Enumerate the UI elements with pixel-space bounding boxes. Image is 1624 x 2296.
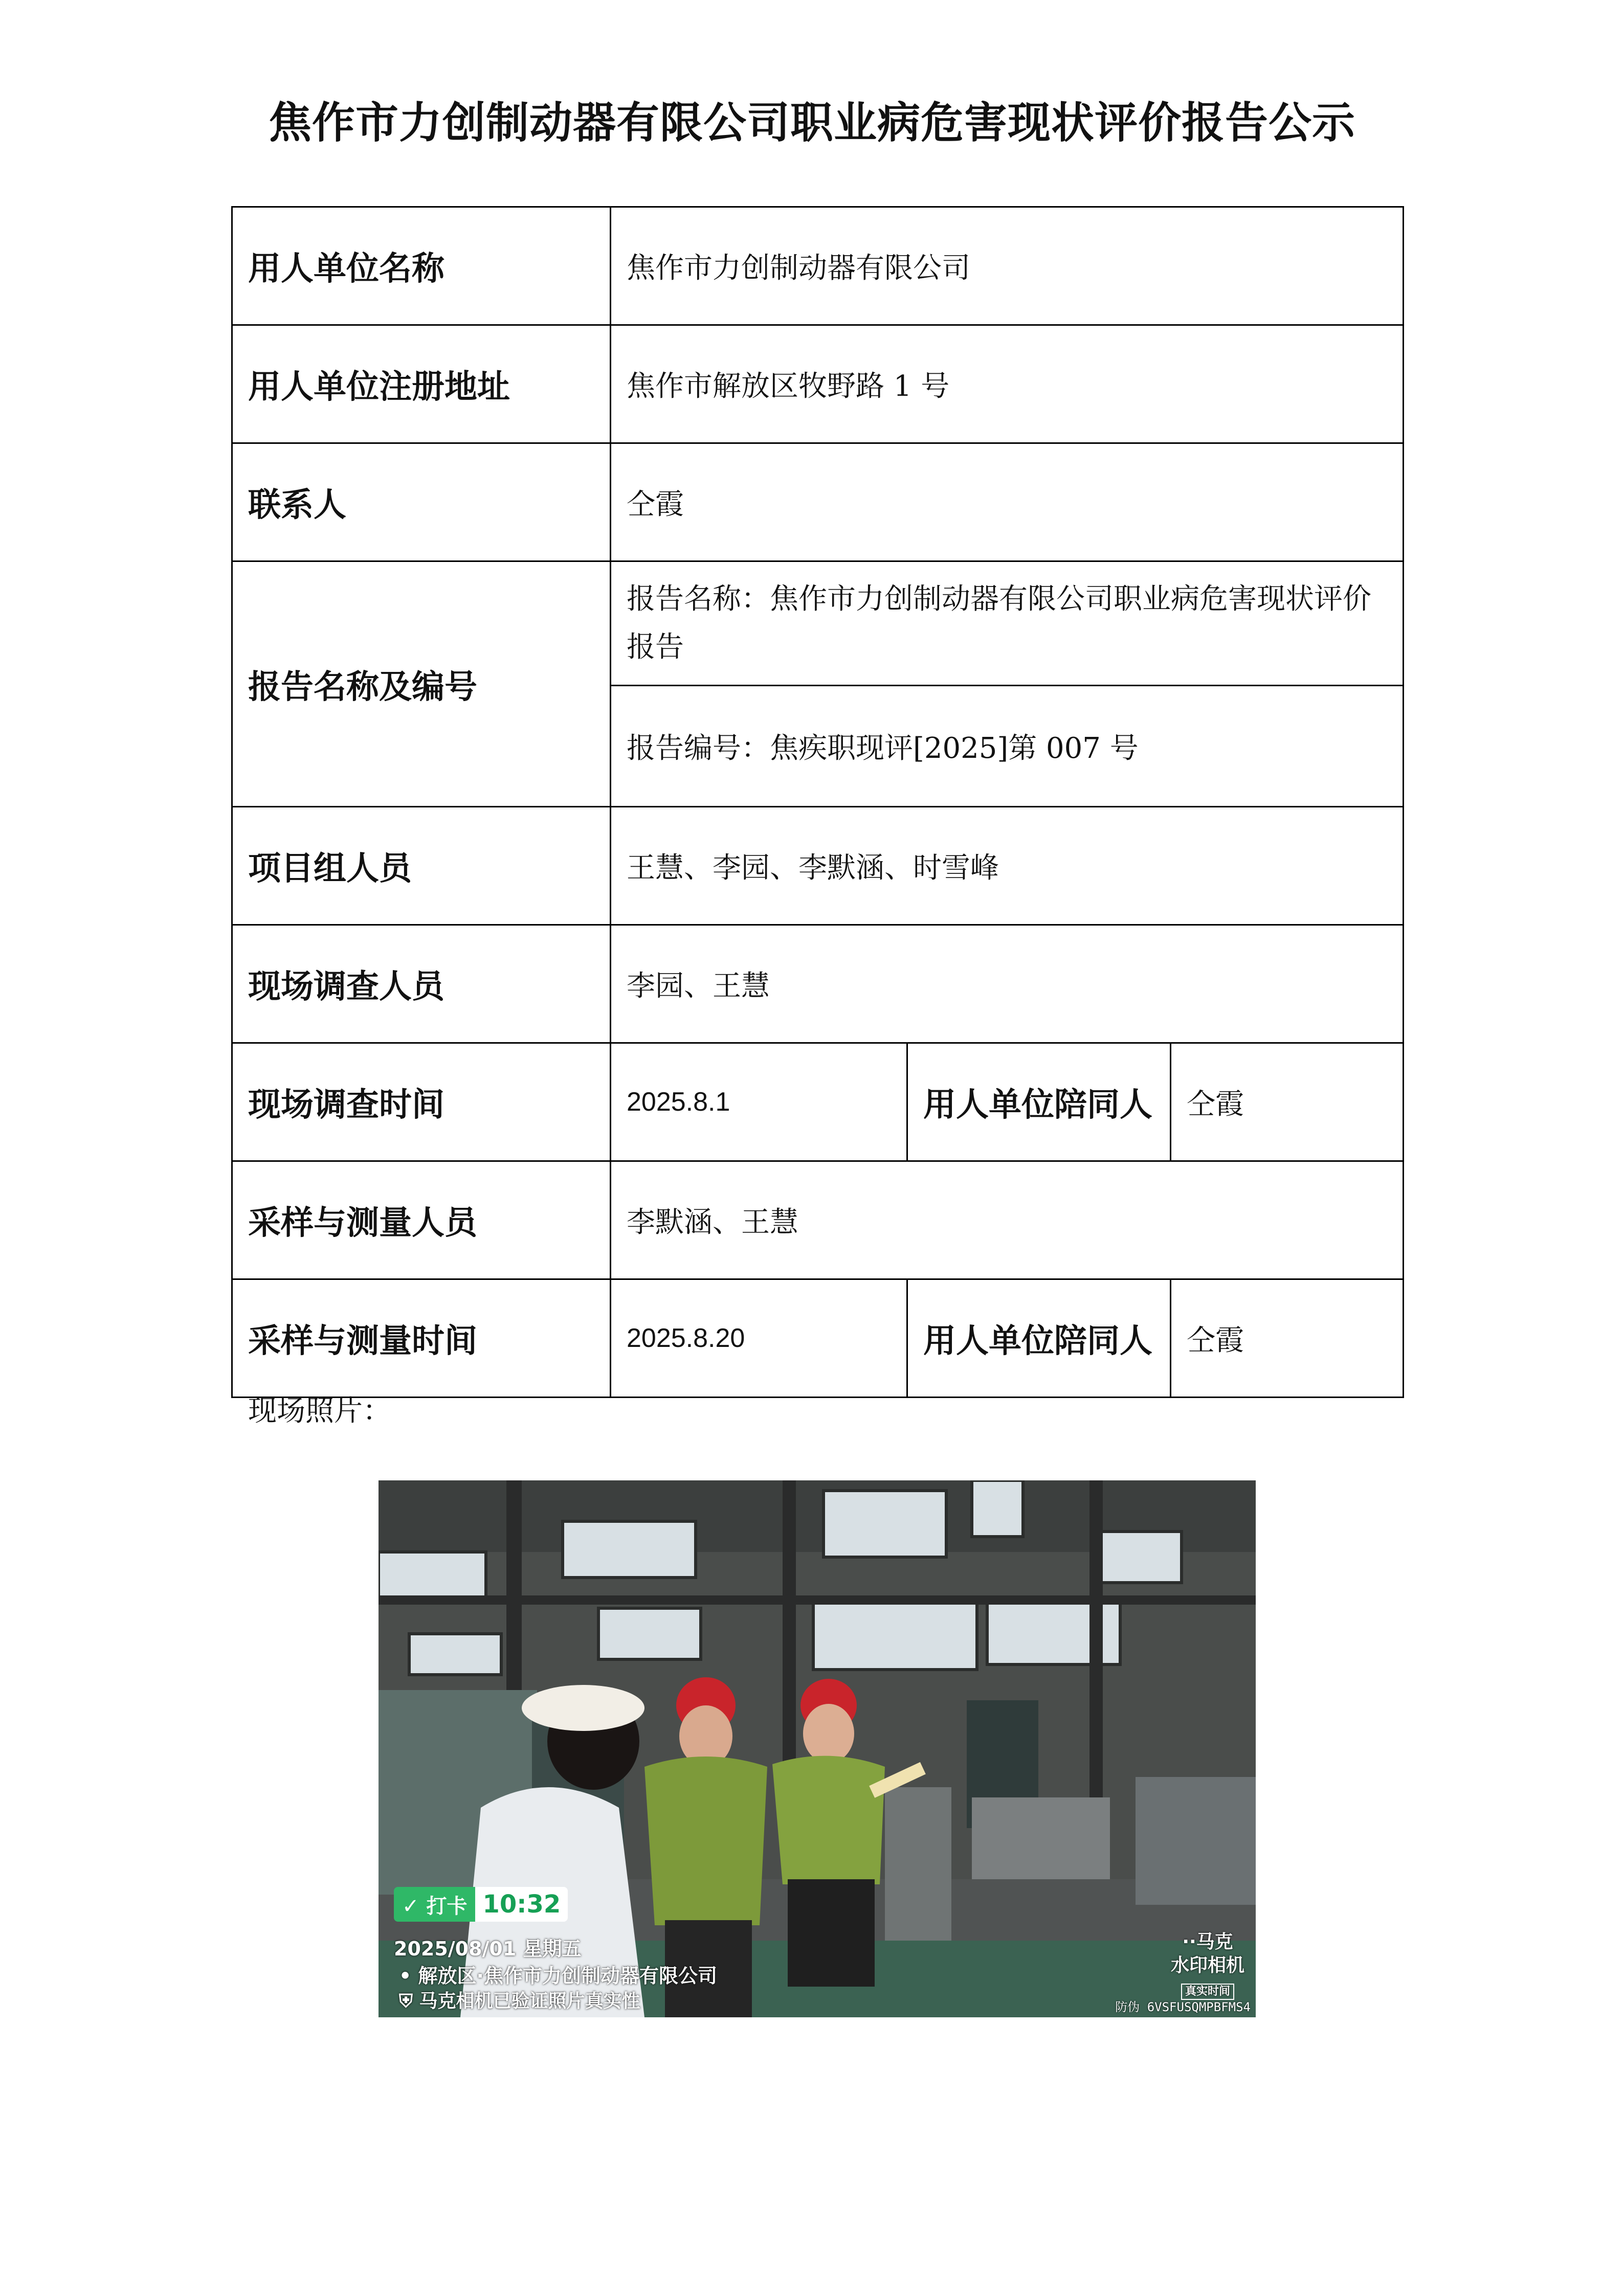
team-value: 王慧、李园、李默涵、时雪峰: [611, 807, 1404, 925]
survey-staff-value: 李园、王慧: [611, 925, 1404, 1043]
table-row: [232, 807, 1404, 925]
escort-label-2: 用人单位陪同人: [907, 1279, 1171, 1398]
sampling-time-label: 采样与测量时间: [232, 1279, 611, 1398]
report-label: 报告名称及编号: [232, 561, 611, 807]
anti-fake-code: 防伪 6VSFUSQMPBFMS4: [1115, 2000, 1251, 2014]
camera-brand-line2: 水印相机: [1170, 1955, 1244, 1976]
contact-label: 联系人: [232, 443, 611, 561]
page-title: 焦作市力创制动器有限公司职业病危害现状评价报告公示: [268, 98, 1355, 148]
employer-name-value: 焦作市力创制动器有限公司: [611, 207, 1404, 325]
escort-value-2: 仝霞: [1171, 1279, 1404, 1398]
checkin-time: 10:32: [475, 1887, 568, 1922]
sampling-staff-label: 采样与测量人员: [232, 1161, 611, 1279]
table-row: [232, 443, 1404, 561]
table-row: [232, 561, 1404, 686]
address-label: 用人单位注册地址: [232, 325, 611, 443]
shield-check-icon: ⛨: [399, 1991, 419, 2012]
escort-value-1: 仝霞: [1171, 1043, 1404, 1161]
table-row: [232, 207, 1404, 325]
report-name-value: 报告名称：焦作市力创制动器有限公司职业病危害现状评价报告: [611, 561, 1404, 686]
survey-time-value: 2025.8.1: [611, 1043, 907, 1161]
survey-staff-label: 现场调查人员: [232, 925, 611, 1043]
table-row: [232, 1279, 1404, 1398]
contact-value: 仝霞: [611, 443, 1404, 561]
report-number-value: 报告编号：焦疾职现评[2025]第 007 号: [611, 686, 1404, 807]
watermark-verified-text: 马克相机已验证照片真实性: [419, 1991, 640, 2012]
table-row: [232, 1161, 1404, 1279]
site-photo: [379, 1480, 1256, 2017]
employer-name-label: 用人单位名称: [232, 207, 611, 325]
address-value: 焦作市解放区牧野路 1 号: [611, 325, 1404, 443]
table-row: [232, 325, 1404, 443]
watermark-location: • 解放区·焦作市力创制动器有限公司: [399, 1965, 717, 1987]
checkin-label: ✓ 打卡: [394, 1887, 475, 1922]
camera-brand-tag: 真实时间: [1181, 1984, 1234, 2000]
watermark-verified: [399, 1987, 640, 2013]
watermark-date: 2025/08/01 星期五: [394, 1938, 582, 1960]
checkin-badge: [394, 1887, 568, 1922]
info-table: [231, 206, 1404, 1398]
camera-brand-line1: ··马克: [1182, 1931, 1233, 1952]
sampling-staff-value: 李默涵、王慧: [611, 1161, 1404, 1279]
team-label: 项目组人员: [232, 807, 611, 925]
photo-caption: 现场照片：: [248, 1394, 391, 1428]
survey-time-label: 现场调查时间: [232, 1043, 611, 1161]
camera-brand: [1171, 1930, 1244, 2001]
table-row: [232, 1043, 1404, 1161]
sampling-time-value: 2025.8.20: [611, 1279, 907, 1398]
escort-label-1: 用人单位陪同人: [907, 1043, 1171, 1161]
table-row: [232, 925, 1404, 1043]
